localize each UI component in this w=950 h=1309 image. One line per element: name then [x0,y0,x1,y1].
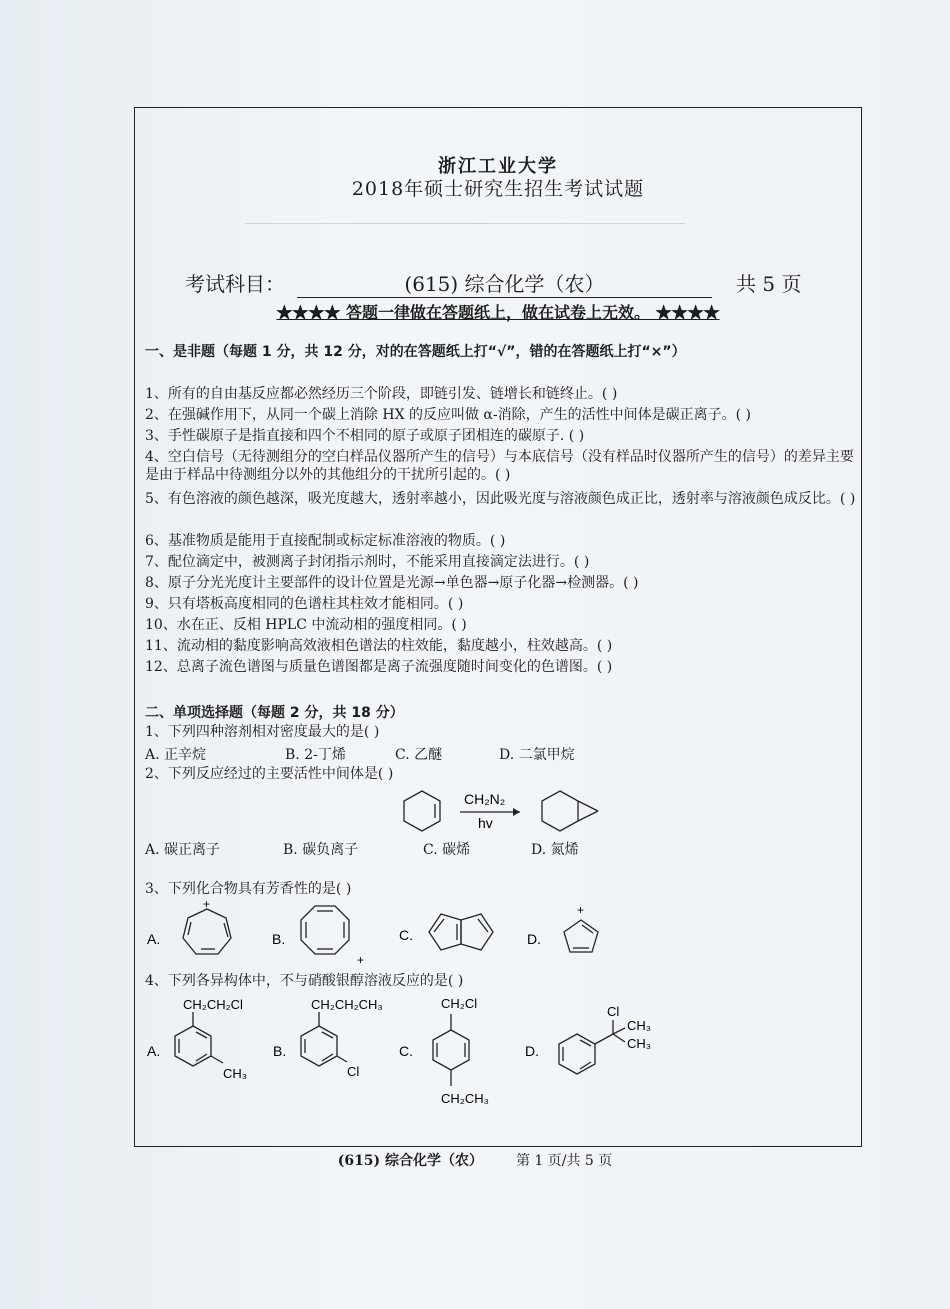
tf-question-3: 3、手性碳原子是指直接和四个不相同的原子或原子团相连的碳原子. ( ) [145,428,585,444]
tf-question-7: 7、配位滴定中，被测离子封闭指示剂时，不能采用直接滴定法进行。( ) [145,554,590,570]
tf-question-12: 12、总离子流色谱图与质量色谱图都是离子流强度随时间变化的色谱图。( ) [145,659,613,675]
mc2-option-a: A. 碳正离子 [145,842,221,858]
tf-question-2: 2、在强碱作用下，从同一个碳上消除 HX 的反应叫做 α-消除，产生的活性中间体是碳正离子。( ) [145,407,751,423]
q4-c-ring [433,1014,469,1086]
section1-title: 一、是非题（每题 1 分，共 12 分，对的在答题纸上打“√”，错的在答题纸上打“×”） [145,344,686,360]
tf-question-6: 6、基准物质是能用于直接配制或标定标准溶液的物质。( ) [145,533,506,549]
q4-d-ring [559,1020,625,1074]
mc1-option-b: B. 2-丁烯 [285,747,346,763]
tf-question-4: 4、空白信号（无待测组分的空白样品仪器所产生的信号）与本底信号（没有样品时仪器所产生的信号）的差异主要是由于样品中待测组分以外的其他组分的干扰所引起的。( ) [145,449,854,483]
cyclooctatetraene-cation-structure [301,906,349,954]
q4-b-chain: CH₂CH₂CH₃ [311,997,383,1012]
section2-title: 二、单项选择题（每题 2 分，共 18 分） [145,705,404,721]
tf-question-5: 5、有色溶液的颜色越深，吸光度越大，透射率越小，因此吸光度与溶液颜色成正比，透射率与溶液颜色成反比。( ) [145,491,856,507]
q3-letter-d: D. [527,931,541,947]
subject-value: (615) 综合化学（农） [297,268,712,298]
mc1-option-c: C. 乙醚 [395,747,443,763]
cyclopentadienyl-cation-structure [564,920,598,952]
q4-b-ring [301,1012,347,1066]
q4-letter-a: A. [147,1043,161,1059]
mc1-option-a: A. 正辛烷 [145,747,207,763]
q3-letter-a: A. [147,931,161,947]
q3-d-charge: + [577,903,585,917]
q4-c-chloromethyl: CH₂Cl [441,996,478,1011]
tropylium-structure [183,909,231,954]
reaction-scheme [390,786,610,838]
q4-a-methyl: CH₃ [223,1066,248,1081]
q3-structures [145,900,625,966]
subject-row [185,268,801,298]
reagent-ch2n2: CH₂N₂ [464,791,506,807]
subject-label: 考试科目： [185,272,285,296]
q4-structures [145,990,705,1110]
q4-a-chain: CH₂CH₂Cl [183,997,243,1012]
q4-d-methyl-2: CH₃ [627,1036,652,1051]
q3-a-charge: + [203,900,211,911]
page-footer [0,1150,950,1170]
mc-question-3-stem: 3、下列化合物具有芳香性的是( ) [145,881,352,897]
mc1-option-d: D. 二氯甲烷 [499,747,575,763]
cyclohexene-structure [404,791,440,831]
q4-c-ethyl: CH₂CH₃ [441,1091,489,1106]
mc2-option-c: C. 碳烯 [423,842,471,858]
footer-subject: (615) 综合化学（农） [337,1153,484,1169]
tf-question-11: 11、流动相的黏度影响高效液相色谱法的柱效能，黏度越小，柱效越高。( ) [145,638,613,654]
reaction-arrowhead [513,808,520,816]
exam-title: 2018年硕士研究生招生考试试题 [351,178,645,200]
total-pages: 共 5 页 [736,272,802,296]
q4-letter-c: C. [399,1043,413,1059]
reagent-hv: hv [478,815,493,831]
norcarane-structure [542,791,598,831]
tf-question-8: 8、原子分光光度计主要部件的设计位置是光源→单色器→原子化器→检测器。( ) [145,575,639,591]
mc2-option-d: D. 氮烯 [531,842,579,858]
q4-letter-b: B. [273,1043,287,1059]
q4-d-chloro: Cl [607,1004,620,1019]
q4-letter-d: D. [525,1043,539,1059]
tf-question-9: 9、只有塔板高度相同的色谱柱其柱效才能相同。( ) [145,596,464,612]
q4-b-chloro: Cl [347,1064,360,1079]
tf-question-10: 10、水在正、反相 HPLC 中流动相的强度相同。( ) [145,617,467,633]
mc-question-2-stem: 2、下列反应经过的主要活性中间体是( ) [145,766,394,782]
tf-question-1: 1、所有的自由基反应都必然经历三个阶段，即链引发、链增长和链终止。( ) [145,386,618,402]
footer-page-number: 第 1 页/共 5 页 [515,1153,613,1169]
q3-b-charge: + [357,953,365,966]
exam-page-frame [134,107,862,1147]
q3-letter-c: C. [399,927,413,943]
pentalene-structure [429,914,493,950]
q4-d-methyl-1: CH₃ [627,1018,652,1033]
answer-notice: ★★★★ 答题一律做在答题纸上，做在试卷上无效。 ★★★★ [276,303,720,322]
title-underline [245,223,685,224]
q4-a-ring [175,1012,223,1066]
mc-question-4-stem: 4、下列各异构体中，不与硝酸银醇溶液反应的是( ) [145,973,464,989]
mc-question-1-stem: 1、下列四种溶剂相对密度最大的是( ) [145,724,380,740]
school-name: 浙江工业大学 [438,156,558,177]
mc2-option-b: B. 碳负离子 [283,842,359,858]
q3-letter-b: B. [272,931,286,947]
